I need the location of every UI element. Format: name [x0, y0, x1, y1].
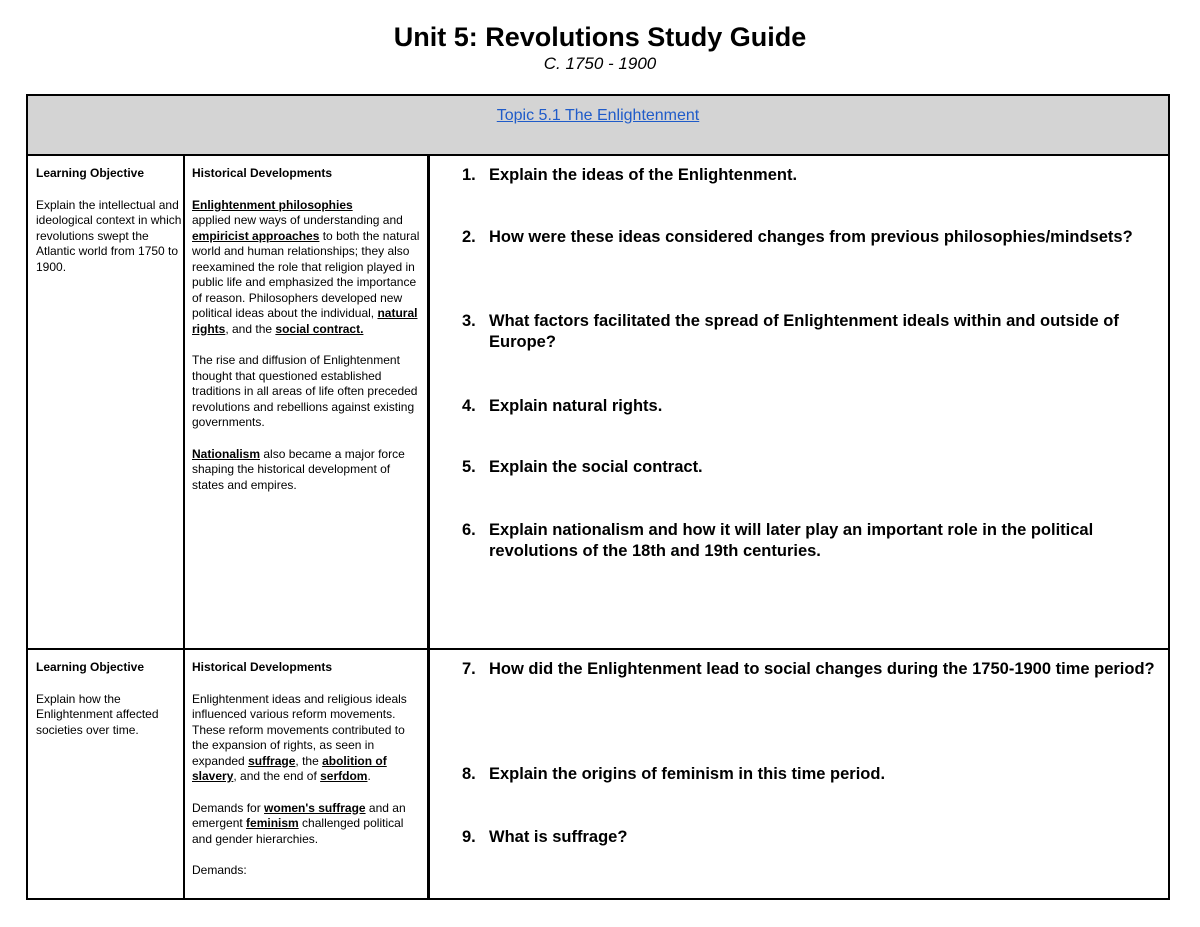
historical-developments-heading: Historical Developments [192, 166, 333, 180]
question-item: 8. Explain the origins of feminism in this time period. [462, 765, 886, 783]
historical-developments-cell [185, 650, 430, 900]
historical-developments-cell [185, 156, 430, 648]
page-title: Unit 5: Revolutions Study Guide [393, 22, 807, 52]
section-1-row [28, 156, 1168, 648]
learning-objective-heading: Learning Objective [36, 660, 145, 674]
learning-objective-cell [28, 650, 185, 900]
learning-objective-text: Explain how the Enlightenment affected societies over time. [36, 691, 159, 737]
questions-cell [430, 650, 1168, 900]
historical-development-paragraph: Enlightenment ideas and religious ideals influenced various reform movements. These reform movements contributed to the expansion of rights, as seen in expanded suffrage, the abolition of slavery, and the end of serfdom. [192, 691, 407, 783]
question-item: 3. What factors facilitated the spread of Enlightenment ideals within and outside of Europe? [462, 312, 1119, 351]
historical-developments-heading: Historical Developments [192, 660, 333, 674]
question-item: 6. Explain nationalism and how it will later play an important role in the political revolutions of the 18th and 19th centuries. [462, 521, 1094, 560]
learning-objective-cell [28, 156, 185, 648]
historical-development-paragraph: The rise and diffusion of Enlightenment thought that questioned established traditions in all areas of life often preceded revolutions and rebellions against existing governments. [192, 353, 418, 429]
question-item: 7. How did the Enlightenment lead to social changes during the 1750-1900 time period? [462, 660, 1155, 678]
topic-header [28, 96, 1168, 156]
key-term: natural rights [192, 306, 418, 336]
demands-label: Demands: [192, 863, 247, 877]
key-term: empiricist approaches [192, 228, 320, 243]
question-item: 5. Explain the social contract. [462, 458, 703, 476]
question-item: 4. Explain natural rights. [462, 397, 663, 415]
key-term: Nationalism [192, 446, 261, 461]
page-subtitle: C. 1750 - 1900 [543, 54, 657, 73]
learning-objective-heading: Learning Objective [36, 166, 145, 180]
topic-link[interactable]: Topic 5.1 The Enlightenment [496, 107, 700, 124]
study-guide-table [26, 94, 1170, 900]
historical-development-paragraph: Demands for women's suffrage and an emergent feminism challenged political and gender hierarchies. [192, 800, 406, 846]
key-term: abolition of slavery [192, 753, 387, 783]
historical-development-paragraph: Nationalism also became a major force shaping the historical development of states and empires. [192, 446, 405, 492]
key-term: social contract. [275, 321, 364, 336]
historical-development-paragraph: Enlightenment philosophies applied new ways of understanding and empiricist approaches to both the natural world and human relationships; they also reexamined the role that religion played in public life and emphasized the importance of reason. Philosophers developed new political ideas about the individual, natural rights, and the social contract. [192, 197, 420, 336]
questions-cell [430, 156, 1168, 648]
key-term: Enlightenment philosophies [192, 197, 353, 212]
key-term: feminism [246, 816, 299, 830]
question-item: 2. How were these ideas considered changes from previous philosophies/mindsets? [462, 228, 1133, 246]
question-item: 1. Explain the ideas of the Enlightenment. [462, 166, 798, 184]
question-item: 9. What is suffrage? [462, 828, 628, 846]
learning-objective-text: Explain the intellectual and ideological context in which revolutions swept the Atlantic world from 1750 to 1900. [36, 197, 182, 274]
key-term: serfdom [320, 769, 368, 783]
key-term: suffrage [248, 753, 296, 768]
section-2-row [28, 648, 1168, 900]
key-term: women's suffrage [264, 800, 366, 815]
